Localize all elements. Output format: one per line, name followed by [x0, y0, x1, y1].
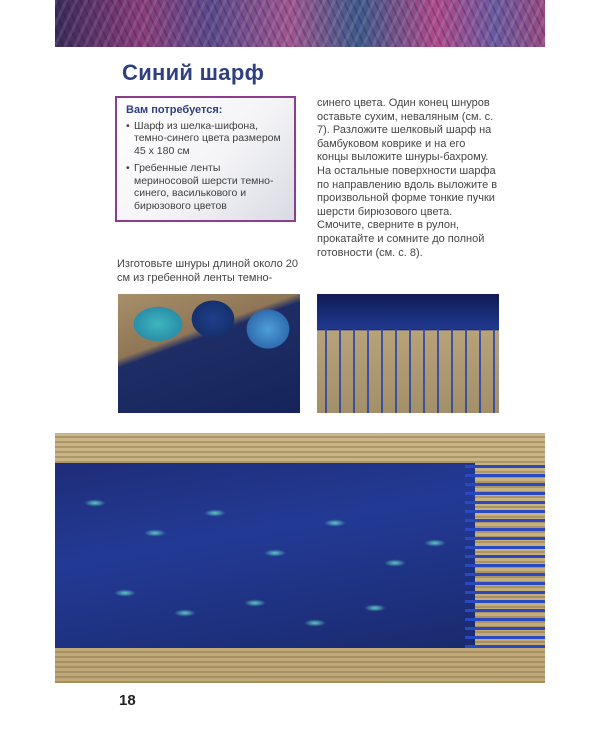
materials-item-text: Шарф из шелка-шифона, темно-синего цвета размером 45 х 180 см [134, 119, 281, 157]
materials-item [126, 162, 286, 212]
photo-wool-rovings [118, 294, 300, 413]
instructions-left-column: Изготовьте шнуры длиной около 20 см из гребенной ленты темно- [117, 258, 299, 284]
scarf-body [55, 463, 475, 648]
materials-title: Вам потребуется: [126, 104, 223, 116]
bullet-icon: • [126, 119, 130, 132]
page-number: 18 [119, 692, 136, 709]
materials-box [115, 96, 296, 222]
photo-finished-scarf [55, 433, 545, 683]
header-wool-banner [55, 0, 545, 47]
scarf-fringe [465, 463, 545, 648]
photo-fringe-layout [317, 294, 499, 413]
page-title: Синий шарф [122, 60, 265, 85]
materials-item [126, 120, 286, 158]
instructions-right-column: синего цвета. Один конец шнуров оставьте сухим, неваляным (см. с. 7). Разложите шелковый шарф на бамбуковом коврике и на его концы выложите шнуры-бахрому. На остальные поверхности шарфа по направлению вдоль выложите в произвольной форме тонкие пучки шерсти бирюзового цвета. Смочите, сверните в рулон, прокатайте и сомните до полной готовности (см. с. 8). [317, 97, 498, 259]
materials-list [126, 120, 286, 213]
bullet-icon: • [126, 162, 130, 174]
materials-item-text: Гребенные ленты мериносовой шерсти темно-синего, василькового и бирюзового цветов [134, 162, 274, 212]
